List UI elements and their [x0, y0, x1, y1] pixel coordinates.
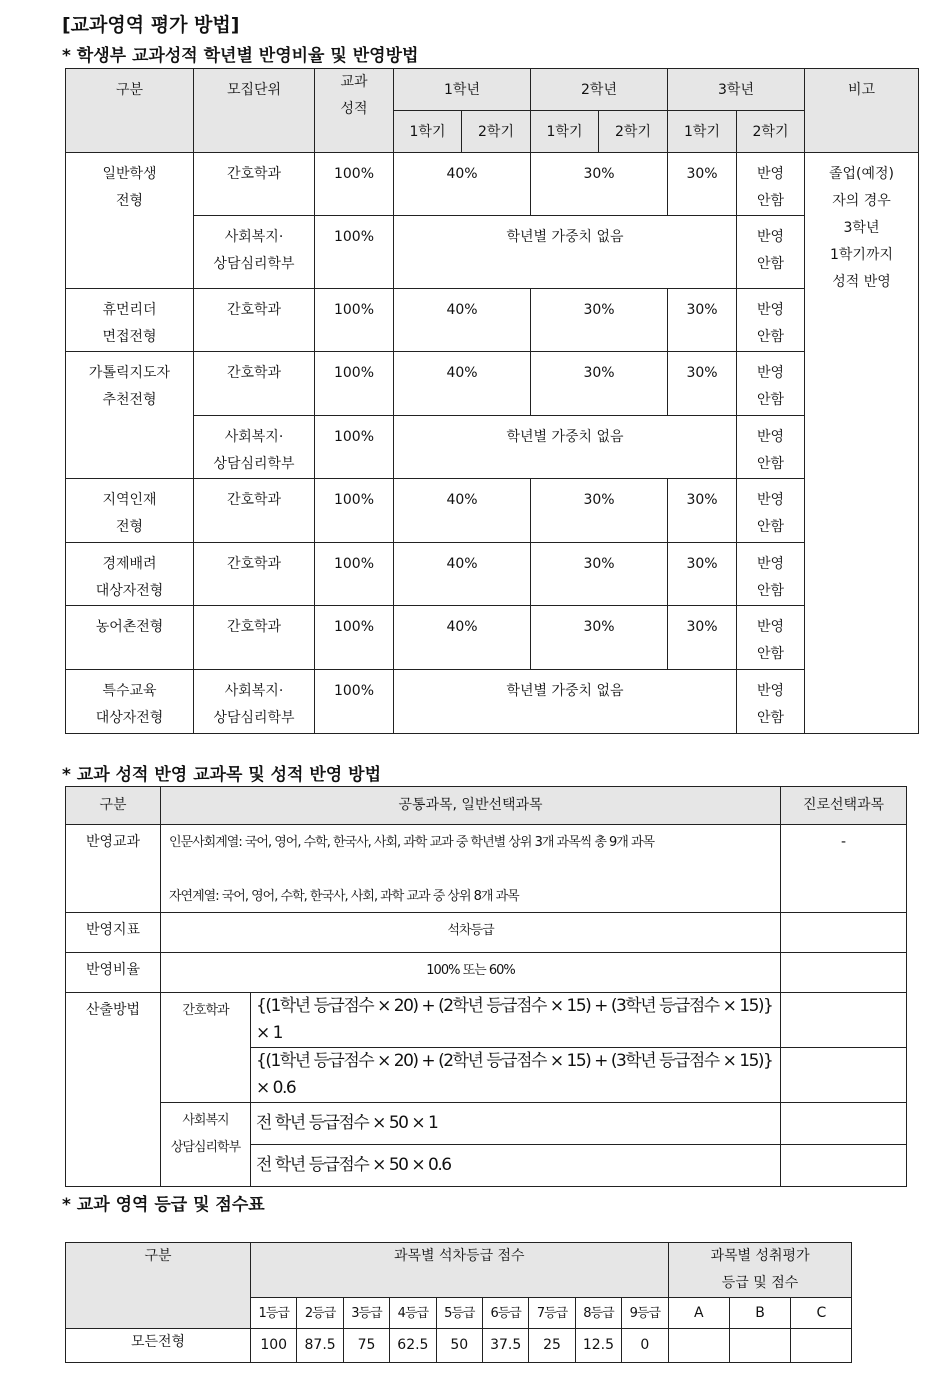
- unit-cell: 간호학과: [194, 543, 315, 606]
- table-row: [66, 352, 919, 416]
- year3-cell: 30%: [668, 352, 737, 416]
- year2-cell: 30%: [531, 479, 668, 543]
- grade-header: 2등급: [297, 1298, 343, 1329]
- table-row: [66, 606, 919, 670]
- header-achieve: 과목별 성취평가 등급 및 점수: [668, 1243, 852, 1298]
- header-sem1: 1학기: [668, 111, 737, 153]
- year2-cell: 30%: [531, 153, 668, 216]
- page-title: [교과영역 평가 방법]: [62, 14, 240, 36]
- header-year3: 3학년: [668, 69, 805, 111]
- type-cell: 휴먼리더 면접전형: [66, 289, 194, 352]
- note-cell: 졸업(예정) 자의 경우 3학년 1학기까지 성적 반영: [805, 153, 919, 734]
- achieve-score-cell: [668, 1329, 729, 1363]
- score-cell: 87.5: [297, 1329, 343, 1363]
- formula: {(1학년 등급점수 × 20) + (2학년 등급점수 × 15) + (3학년 등급점수 × 15)} × 0.6: [251, 1048, 781, 1103]
- score-cell: 62.5: [390, 1329, 436, 1363]
- not-applied-cell: 반영 안함: [737, 479, 805, 543]
- year1-cell: 40%: [394, 606, 531, 670]
- year2-cell: 30%: [531, 352, 668, 416]
- year3-cell: 30%: [668, 289, 737, 352]
- grade-header: 1등급: [251, 1298, 297, 1329]
- not-applied-cell: 반영 안함: [737, 416, 805, 479]
- index-value: 석차등급: [161, 913, 781, 953]
- year1-cell: 40%: [394, 352, 531, 416]
- unit-cell: 사회복지· 상담심리학부: [194, 670, 315, 734]
- section2-title: * 교과 성적 반영 교과목 및 성적 반영 방법: [62, 765, 381, 785]
- unit-cell: 간호학과: [194, 606, 315, 670]
- table-row: [66, 543, 919, 606]
- achieve-header: B: [729, 1298, 790, 1329]
- year1-cell: 40%: [394, 289, 531, 352]
- year3-cell: 30%: [668, 543, 737, 606]
- header-grade: 교과 성적: [315, 69, 394, 153]
- header-year2: 2학년: [531, 69, 668, 111]
- year2-cell: 30%: [531, 606, 668, 670]
- score-cell: 37.5: [482, 1329, 528, 1363]
- not-applied-cell: 반영 안함: [737, 153, 805, 216]
- grade-cell: 100%: [315, 479, 394, 543]
- table-row: [66, 289, 919, 352]
- no-weight-cell: 학년별 가중치 없음: [394, 416, 737, 479]
- header-rank: 과목별 석차등급 점수: [251, 1243, 669, 1298]
- header-career: 진로선택과목: [781, 787, 907, 825]
- section1-title: * 학생부 교과성적 학년별 반영비율 및 반영방법: [62, 46, 419, 66]
- section3-title: * 교과 영역 등급 및 점수표: [62, 1195, 265, 1215]
- method-nursing: 간호학과: [161, 993, 251, 1103]
- header-division: 구분: [66, 69, 194, 153]
- score-cell: 75: [343, 1329, 389, 1363]
- year1-cell: 40%: [394, 543, 531, 606]
- year2-cell: 30%: [531, 543, 668, 606]
- grade-header: 5등급: [436, 1298, 482, 1329]
- score-cell: 50: [436, 1329, 482, 1363]
- score-cell: 25: [529, 1329, 575, 1363]
- table-row: [66, 416, 919, 479]
- grade-header: 8등급: [575, 1298, 621, 1329]
- no-weight-cell: 학년별 가중치 없음: [394, 670, 737, 734]
- header-note: 비고: [805, 69, 919, 153]
- table-row: [66, 479, 919, 543]
- type-cell: 지역인재 전형: [66, 479, 194, 543]
- grade-cell: 100%: [315, 606, 394, 670]
- header-common: 공통과목, 일반선택과목: [161, 787, 781, 825]
- achieve-header: A: [668, 1298, 729, 1329]
- year3-cell: 30%: [668, 479, 737, 543]
- grade-header: 7등급: [529, 1298, 575, 1329]
- unit-cell: 간호학과: [194, 289, 315, 352]
- ratio-value: 100% 또는 60%: [161, 953, 781, 993]
- achieve-score-cell: [791, 1329, 852, 1363]
- not-applied-cell: 반영 안함: [737, 670, 805, 734]
- formula: {(1학년 등급점수 × 20) + (2학년 등급점수 × 15) + (3학년 등급점수 × 15)} × 1: [251, 993, 781, 1048]
- header-sem2: 2학기: [737, 111, 805, 153]
- unit-cell: 사회복지· 상담심리학부: [194, 216, 315, 289]
- formula: 전 학년 등급점수 × 50 × 0.6: [251, 1145, 781, 1187]
- type-cell: 농어촌전형: [66, 606, 194, 670]
- type-cell: 경제배려 대상자전형: [66, 543, 194, 606]
- not-applied-cell: 반영 안함: [737, 289, 805, 352]
- type-cell: 가톨릭지도자 추천전형: [66, 352, 194, 479]
- not-applied-cell: 반영 안함: [737, 352, 805, 416]
- year2-cell: 30%: [531, 289, 668, 352]
- grade-ratio-table: [65, 68, 919, 734]
- unit-cell: 간호학과: [194, 479, 315, 543]
- not-applied-cell: 반영 안함: [737, 606, 805, 670]
- header-year1: 1학년: [394, 69, 531, 111]
- header-unit: 모집단위: [194, 69, 315, 153]
- achieve-score-cell: [729, 1329, 790, 1363]
- type-cell: 일반학생 전형: [66, 153, 194, 289]
- not-applied-cell: 반영 안함: [737, 216, 805, 289]
- grade-cell: 100%: [315, 153, 394, 216]
- grade-header: 4등급: [390, 1298, 436, 1329]
- grade-header: 3등급: [343, 1298, 389, 1329]
- subject-method-table: [65, 786, 907, 1187]
- table-row: [66, 216, 919, 289]
- year3-cell: 30%: [668, 153, 737, 216]
- grade-cell: 100%: [315, 670, 394, 734]
- score-cell: 100: [251, 1329, 297, 1363]
- grade-cell: 100%: [315, 416, 394, 479]
- career-subjects: -: [781, 825, 907, 913]
- unit-cell: 간호학과: [194, 153, 315, 216]
- year1-cell: 40%: [394, 479, 531, 543]
- header-sem1: 1학기: [394, 111, 462, 153]
- grade-header: 9등급: [622, 1298, 668, 1329]
- unit-cell: 간호학과: [194, 352, 315, 416]
- year3-cell: 30%: [668, 606, 737, 670]
- formula: 전 학년 등급점수 × 50 × 1: [251, 1103, 781, 1145]
- grade-header: 6등급: [482, 1298, 528, 1329]
- ratio-label: 반영비율: [66, 953, 161, 993]
- table-row: [66, 670, 919, 734]
- header-division: 구분: [66, 1243, 251, 1329]
- grade-cell: 100%: [315, 216, 394, 289]
- not-applied-cell: 반영 안함: [737, 543, 805, 606]
- header-sem2: 2학기: [462, 111, 531, 153]
- row-label: 모든전형: [66, 1329, 251, 1363]
- achieve-header: C: [791, 1298, 852, 1329]
- unit-cell: 사회복지· 상담심리학부: [194, 416, 315, 479]
- type-cell: 특수교육 대상자전형: [66, 670, 194, 734]
- no-weight-cell: 학년별 가중치 없음: [394, 216, 737, 289]
- subjects-cell: 인문사회계열: 국어, 영어, 수학, 한국사, 사회, 과학 교과 중 학년별 상위 3개 과목씩 총 9개 과목 자연계열: 국어, 영어, 수학, 한국사, 사회, 과학 교과 중 상위 8개 과목: [161, 825, 781, 913]
- index-label: 반영지표: [66, 913, 161, 953]
- header-sem2: 2학기: [599, 111, 668, 153]
- method-welfare: 사회복지 상담심리학부: [161, 1103, 251, 1187]
- grade-cell: 100%: [315, 289, 394, 352]
- grade-score-table: [65, 1242, 852, 1363]
- grade-cell: 100%: [315, 352, 394, 416]
- subjects-label: 반영교과: [66, 825, 161, 913]
- score-cell: 12.5: [575, 1329, 621, 1363]
- table-row: [66, 153, 919, 216]
- header-sem1: 1학기: [531, 111, 599, 153]
- method-label: 산출방법: [66, 993, 161, 1187]
- header-division: 구분: [66, 787, 161, 825]
- grade-cell: 100%: [315, 543, 394, 606]
- score-cell: 0: [622, 1329, 668, 1363]
- year1-cell: 40%: [394, 153, 531, 216]
